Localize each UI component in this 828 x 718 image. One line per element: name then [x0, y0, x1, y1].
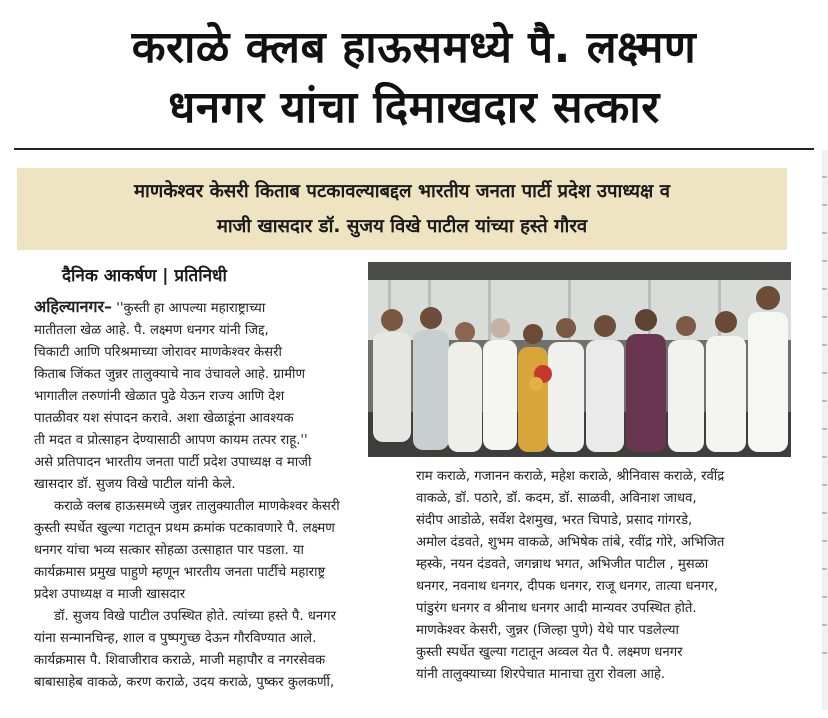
paragraph-line: म्हस्के, नयन दंडवते, जगन्नाथ भगत, अभिजीत पाटील , मुसळा	[416, 557, 709, 572]
news-photo	[368, 262, 791, 457]
paragraph-line-1	[34, 296, 409, 320]
paragraph-line: धनगर, नवनाथ धनगर, दीपक धनगर, राजू धनगर, तात्या धनगर,	[416, 579, 718, 594]
subheadline-line-1: माणकेश्वर केसरी किताब पटकावल्याबद्दल भारतीय जनता पार्टी प्रदेश उपाध्यक्ष व	[133, 181, 671, 202]
paragraph-line: यांना सन्मानचिन्ह, शाल व पुष्पगुच्छ देऊन गौरविण्यात आले.	[34, 631, 317, 646]
headline-line-2: धनगर यांचा दिमाखदार सत्कार	[168, 82, 660, 133]
dateline: अहिल्यानगर–	[34, 297, 113, 316]
paragraph-line: खासदार डॉ. सुजय विखे पाटील यांनी केले.	[34, 477, 236, 492]
paragraph-line: चिकाटी आणि परिश्रमाच्या जोरावर माणकेश्वर केसरी	[34, 345, 282, 360]
paragraph-line: कार्यक्रमास प्रमुख पाहुणे म्हणून भारतीय जनता पार्टीचे महाराष्ट्र	[34, 565, 326, 580]
divider	[14, 148, 814, 150]
article-column-right	[416, 466, 802, 686]
paragraph-line: कार्यक्रमास पै. शिवाजीराव कराळे, माजी महापौर व नगरसेवक	[34, 653, 326, 668]
paragraph-line: कुस्ती स्पर्धेत खुल्या गटातून अव्वल येत पै. लक्ष्मण धनगर	[416, 645, 683, 660]
subheadline-box	[17, 168, 787, 250]
paragraph-line: पातळीवर यश संपादन करावे. अशा खेळाडूंना आवश्यक	[34, 411, 294, 426]
paragraph-line: माणकेश्वर केसरी, जुन्नर (जिल्हा पुणे) येथे पार पडलेल्या	[416, 623, 679, 638]
headline	[0, 18, 828, 138]
group-photo-image	[368, 262, 791, 457]
byline: दैनिक आकर्षण | प्रतिनिधी	[62, 266, 227, 286]
subheadline-line-2: माजी खासदार डॉ. सुजय विखे पाटील यांच्या हस्ते गौरव	[216, 216, 588, 237]
paragraph-line: संदीप आडोळे, सर्वेश देशमुख, भरत चिपाडे, प्रसाद गांगरडे,	[416, 513, 693, 528]
paragraph-line: यांनी तालुक्याच्या शिरपेचात मानाचा तुरा रोवला आहे.	[416, 667, 666, 682]
paragraph-line: पांडुरंग धनगर व श्रीनाथ धनगर आदी मान्यवर उपस्थित होते.	[416, 601, 697, 616]
paragraph-line: धनगर यांचा भव्य सत्कार सोहळा उत्साहात पार पडला. या	[34, 543, 304, 558]
paragraph-line: भागातील तरुणांनी खेळात पुढे येऊन राज्य आणि देश	[34, 389, 285, 404]
paragraph-line: कुस्ती स्पर्धेत खुल्या गटातून प्रथम क्रमांक पटकावणारे पै. लक्ष्मण	[34, 521, 335, 536]
paragraph-line: राम कराळे, गजानन कराळे, महेश कराळे, श्रीनिवास कराळे, रवींद्र	[416, 469, 725, 484]
quote-start: ''कुस्ती हा आपल्या महाराष्ट्राच्या	[112, 301, 266, 316]
paragraph-line: बाबासाहेब वाकळे, करण कराळे, उदय कराळे, पुष्कर कुलकर्णी,	[34, 675, 335, 690]
paragraph-line: अमोल दंडवते, शुभम वाकळे, अभिषेक तांबे, रवींद्र गोरे, अभिजित	[416, 535, 725, 550]
paragraph-line: कराळे क्लब हाऊसमध्ये जुन्नर तालुक्यातील माणकेश्वर केसरी	[54, 499, 340, 514]
headline-line-1: कराळे क्लब हाऊसमध्ये पै. लक्ष्मण	[131, 22, 697, 73]
paragraph-line: मातीतला खेळ आहे. पै. लक्ष्मण धनगर यांनी जिद्द,	[34, 323, 269, 338]
paragraph-line: असे प्रतिपादन भारतीय जनता पार्टी प्रदेश उपाध्यक्ष व माजी	[34, 455, 312, 470]
article-column-left	[34, 296, 409, 694]
paragraph-line: ती मदत व प्रोत्साहन देण्यासाठी आपण कायम तत्पर राहू.''	[34, 433, 308, 448]
paragraph-line: वाकळे, डॉ. पठारे, डॉ. कदम, डॉ. साळवी, अविनाश जाधव,	[416, 491, 697, 506]
paragraph-line: डॉ. सुजय विखे पाटील उपस्थित होते. त्यांच्या हस्ते पै. धनगर	[54, 609, 337, 624]
adjacent-page-edge	[822, 150, 828, 710]
paragraph-line: किताब जिंकत जुन्नर तालुक्याचे नाव उंचावले आहे. ग्रामीण	[34, 367, 305, 382]
paragraph-line: प्रदेश उपाध्यक्ष व माजी खासदार	[34, 587, 186, 602]
